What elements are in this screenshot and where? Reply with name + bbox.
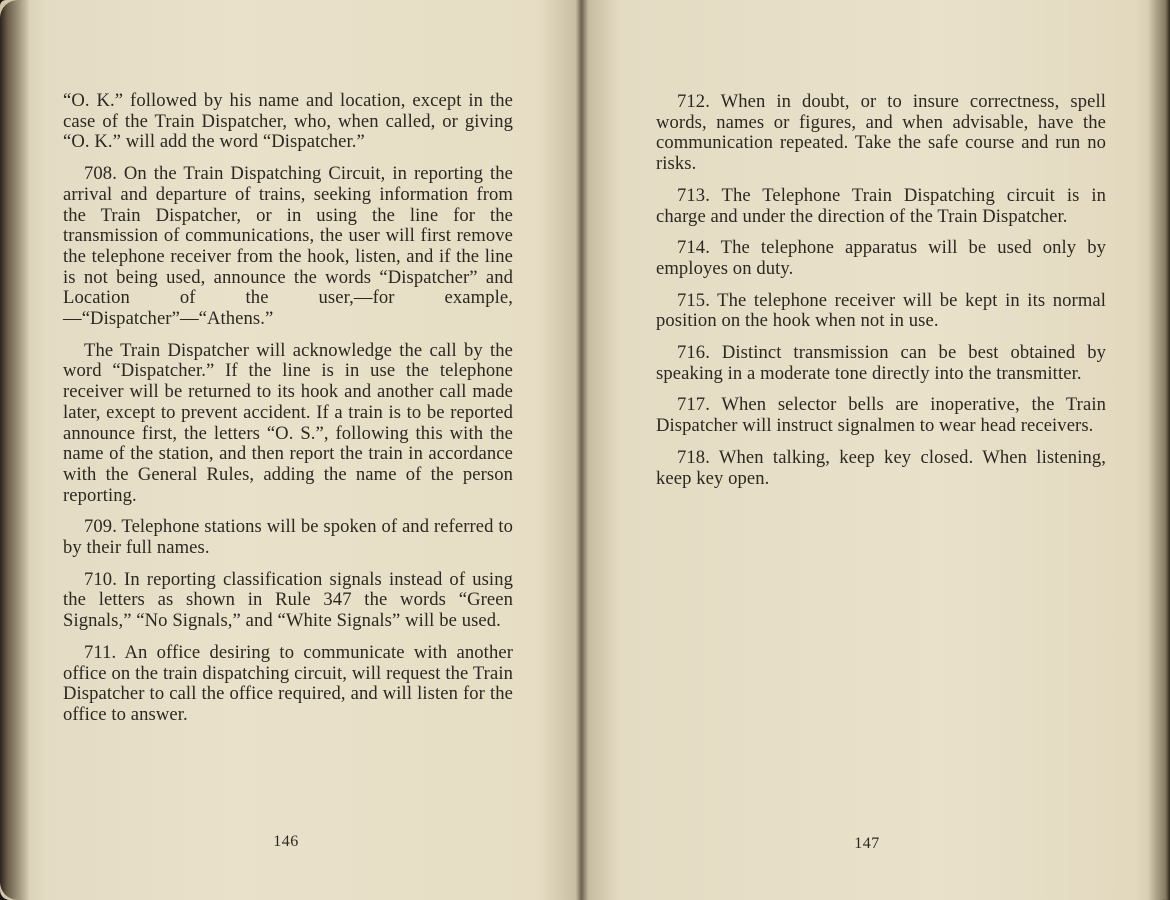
paragraph-711: 711. An office desiring to communicate with another office on the train dispatching circuit, will request the Train Dispatcher to call the office required, and will listen for the office to answer. xyxy=(63,641,513,725)
paragraph-717: 717. When selector bells are inoperative, the Train Dispatcher will instruct signalmen to wear head receivers. xyxy=(656,394,1106,437)
paragraph-714: 714. The telephone apparatus will be used only by employes on duty. xyxy=(656,237,1106,279)
paragraph-708-acknowledge: The Train Dispatcher will acknowledge the call by the word “Dispatcher.” If the line is in use the telephone receiver will be returned to its hook and another call made later, except to prevent accident. If a train is to be reported announce first, the letters “O. S.”, following this with the name of the station, and then report the train in accordance with the General Rules, adding the name of the person reporting. xyxy=(63,339,513,506)
paragraph-718: 718. When talking, keep key closed. When listening, keep key open. xyxy=(656,446,1106,489)
paragraph-709: 709. Telephone stations will be spoken of and referred to by their full names. xyxy=(63,516,513,559)
right-page xyxy=(584,0,1170,900)
paragraph-712: 712. When in doubt, or to insure correctness, spell words, names or figures, and when advisable, have the communication repeated. Take the safe course and run no risks. xyxy=(656,91,1106,175)
page-number-left: 146 xyxy=(273,833,299,850)
paragraph-710: 710. In reporting classification signals instead of using the letters as shown in Rule 347 the words “Green Signals,” “No Signals,” and “White Signals” will be used. xyxy=(63,568,513,632)
left-page xyxy=(0,0,584,900)
paragraph-716: 716. Distinct transmission can be best obtained by speaking in a moderate tone directly into the transmitter. xyxy=(656,342,1106,384)
paragraph-707-continuation: “O. K.” followed by his name and location, except in the case of the Train Dispatcher, who, when called, or giving “O. K.” will add the word “Dispatcher.” xyxy=(63,90,513,153)
left-page-text xyxy=(63,91,513,737)
right-page-text xyxy=(656,92,1106,500)
paragraph-715: 715. The telephone receiver will be kept in its normal position on the hook when not in use. xyxy=(656,289,1106,332)
paragraph-713: 713. The Telephone Train Dispatching circuit is in charge and under the direction of the Train Dispatcher. xyxy=(656,184,1106,227)
paragraph-708: 708. On the Train Dispatching Circuit, in reporting the arrival and departure of trains, seeking information from the Train Dispatcher, or in using the line for the transmission of communications, the user will first remove the telephone receiver from the hook, listen, and if the line is not being used, announce the words “Dispatcher” and Location of the user,—for example,—“Dispatcher”—“Athens.” xyxy=(63,163,513,330)
page-number-right: 147 xyxy=(854,835,880,852)
